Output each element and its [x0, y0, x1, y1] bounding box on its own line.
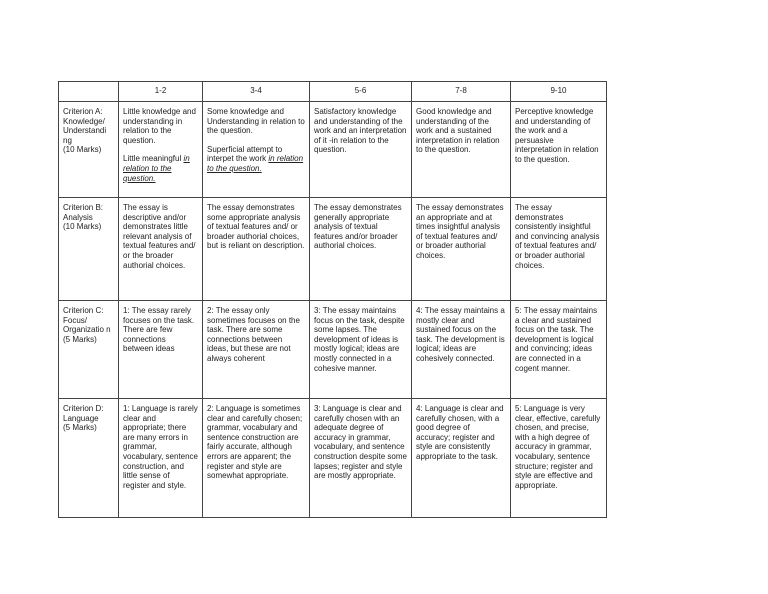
- rubric-table: [58, 81, 607, 518]
- descriptor-cell: [412, 301, 511, 399]
- descriptor-cell: [310, 399, 412, 518]
- descriptor-text: The essay demonstrates generally appropriate analysis of textual features and/or broader authorial choices.: [314, 203, 402, 251]
- descriptor-cell: [310, 301, 412, 399]
- descriptor-cell: [203, 301, 310, 399]
- descriptor-text: Little knowledge and understanding in relation to the question.: [123, 107, 196, 145]
- criterion-name: Criterion A: Knowledge/ Understandi ng: [63, 107, 107, 145]
- criterion-name: Criterion B: Analysis: [63, 203, 104, 222]
- descriptor-plain: Superficial attempt to interpet the work: [207, 144, 283, 164]
- criterion-row-d: [59, 399, 607, 518]
- band-header: 5-6: [310, 82, 412, 102]
- descriptor-text-2: [207, 145, 305, 174]
- descriptor-text: 3: Language is clear and carefully chosen with an adequate degree of accuracy in grammar, vocabulary, and sentence construction despite some lapses; register and style are mostly appropriate.: [314, 404, 407, 481]
- descriptor-cell: [203, 399, 310, 518]
- criterion-name: Criterion C: Focus/ Organizatio n: [63, 306, 111, 335]
- descriptor-text: The essay demonstrates an appropriate and at times insightful analysis of textual features and/ or broader authorial choices.: [416, 203, 504, 260]
- band-header: 9-10: [511, 82, 607, 102]
- band-header: 7-8: [412, 82, 511, 102]
- descriptor-cell: [511, 301, 607, 399]
- criterion-name: Criterion D: Language: [63, 404, 104, 423]
- descriptor-text: Satisfactory knowledge and understanding of the work and an interpretation of it -in relation to the question.: [314, 107, 407, 155]
- descriptor-cell: [412, 198, 511, 301]
- descriptor-text: The essay is descriptive and/or demonstrates little relevant analysis of textual features and/ or the broader authorial choices.: [123, 203, 196, 270]
- descriptor-text: 2: Language is sometimes clear and carefully chosen; grammar, vocabulary and sentence construction are fairly accurate, although errors are apparent; the register and style are somewhat appropriate.: [207, 404, 303, 481]
- descriptor-text: 5: The essay maintains a clear and sustained focus on the task. The development is logical and convincing; ideas are connected in a cogent manner.: [515, 306, 598, 373]
- descriptor-underlined: in relation to the question.: [123, 154, 190, 183]
- descriptor-text: 5: Language is very clear, effective, carefully chosen, and precise, with a high degree of accuracy in grammar, vocabulary, sentence structure; register and style are effective and appropriate.: [515, 404, 601, 490]
- descriptor-text: Good knowledge and understanding of the work and a sustained interpretation in relation to the question.: [416, 107, 500, 155]
- descriptor-text: 1: The essay rarely focuses on the task. There are few connections between ideas: [123, 306, 195, 354]
- criterion-row-a: [59, 102, 607, 198]
- criterion-label-cell: [59, 399, 119, 518]
- criterion-label-cell: [59, 198, 119, 301]
- descriptor-text: 4: Language is clear and carefully chosen, with a good degree of accuracy; register and style are consistently appropriate to the task.: [416, 404, 504, 461]
- descriptor-cell: [119, 301, 203, 399]
- criterion-marks: (10 Marks): [63, 145, 102, 155]
- descriptor-text: 1: Language is rarely clear and appropriate; there are many errors in grammar, vocabulary, sentence construction, and little sense of register and style.: [123, 404, 199, 490]
- descriptor-underlined: in relation to the question.: [207, 154, 304, 173]
- descriptor-text: 4: The essay maintains a mostly clear and sustained focus on the task. The development is logical; ideas are cohesively connected.: [416, 306, 505, 363]
- criterion-label-cell: [59, 301, 119, 399]
- criterion-marks: (5 Marks): [63, 334, 97, 344]
- band-header: 3-4: [203, 82, 310, 102]
- descriptor-text: Perceptive knowledge and understanding of the work and a persuasive interpretation in relation to the question.: [515, 107, 599, 164]
- descriptor-cell: [119, 102, 203, 198]
- descriptor-cell: [203, 102, 310, 198]
- descriptor-plain: Little meaningful: [123, 154, 182, 164]
- header-row: [59, 82, 607, 102]
- corner-cell: [59, 82, 119, 102]
- descriptor-text: 2: The essay only sometimes focuses on the task. There are some connections between ideas, but these are not always coherent: [207, 306, 300, 363]
- criterion-label-cell: [59, 102, 119, 198]
- descriptor-cell: [119, 198, 203, 301]
- descriptor-cell: [511, 399, 607, 518]
- descriptor-cell: [119, 399, 203, 518]
- descriptor-cell: [412, 399, 511, 518]
- criterion-marks: (10 Marks): [63, 222, 102, 232]
- descriptor-cell: [310, 102, 412, 198]
- descriptor-text: The essay demonstrates some appropriate analysis of textual features and/ or broader authorial choices, but is reliant on description.: [207, 203, 305, 251]
- descriptor-cell: [511, 198, 607, 301]
- criterion-marks: (5 Marks): [63, 423, 97, 433]
- criterion-row-b: [59, 198, 607, 301]
- descriptor-text-2: [123, 154, 198, 183]
- descriptor-cell: [203, 198, 310, 301]
- descriptor-cell: [310, 198, 412, 301]
- criterion-row-c: [59, 301, 607, 399]
- descriptor-text: The essay demonstrates consistently insightful and convincing analysis of textual features and/ or broader authorial choices.: [515, 203, 600, 270]
- descriptor-text: 3: The essay maintains focus on the task, despite some lapses. The development of ideas is mostly logical; ideas are mostly connected in a cohesive manner.: [314, 306, 405, 373]
- descriptor-cell: [412, 102, 511, 198]
- band-header: 1-2: [119, 82, 203, 102]
- descriptor-cell: [511, 102, 607, 198]
- descriptor-text: Some knowledge and Understanding in relation to the question.: [207, 107, 305, 136]
